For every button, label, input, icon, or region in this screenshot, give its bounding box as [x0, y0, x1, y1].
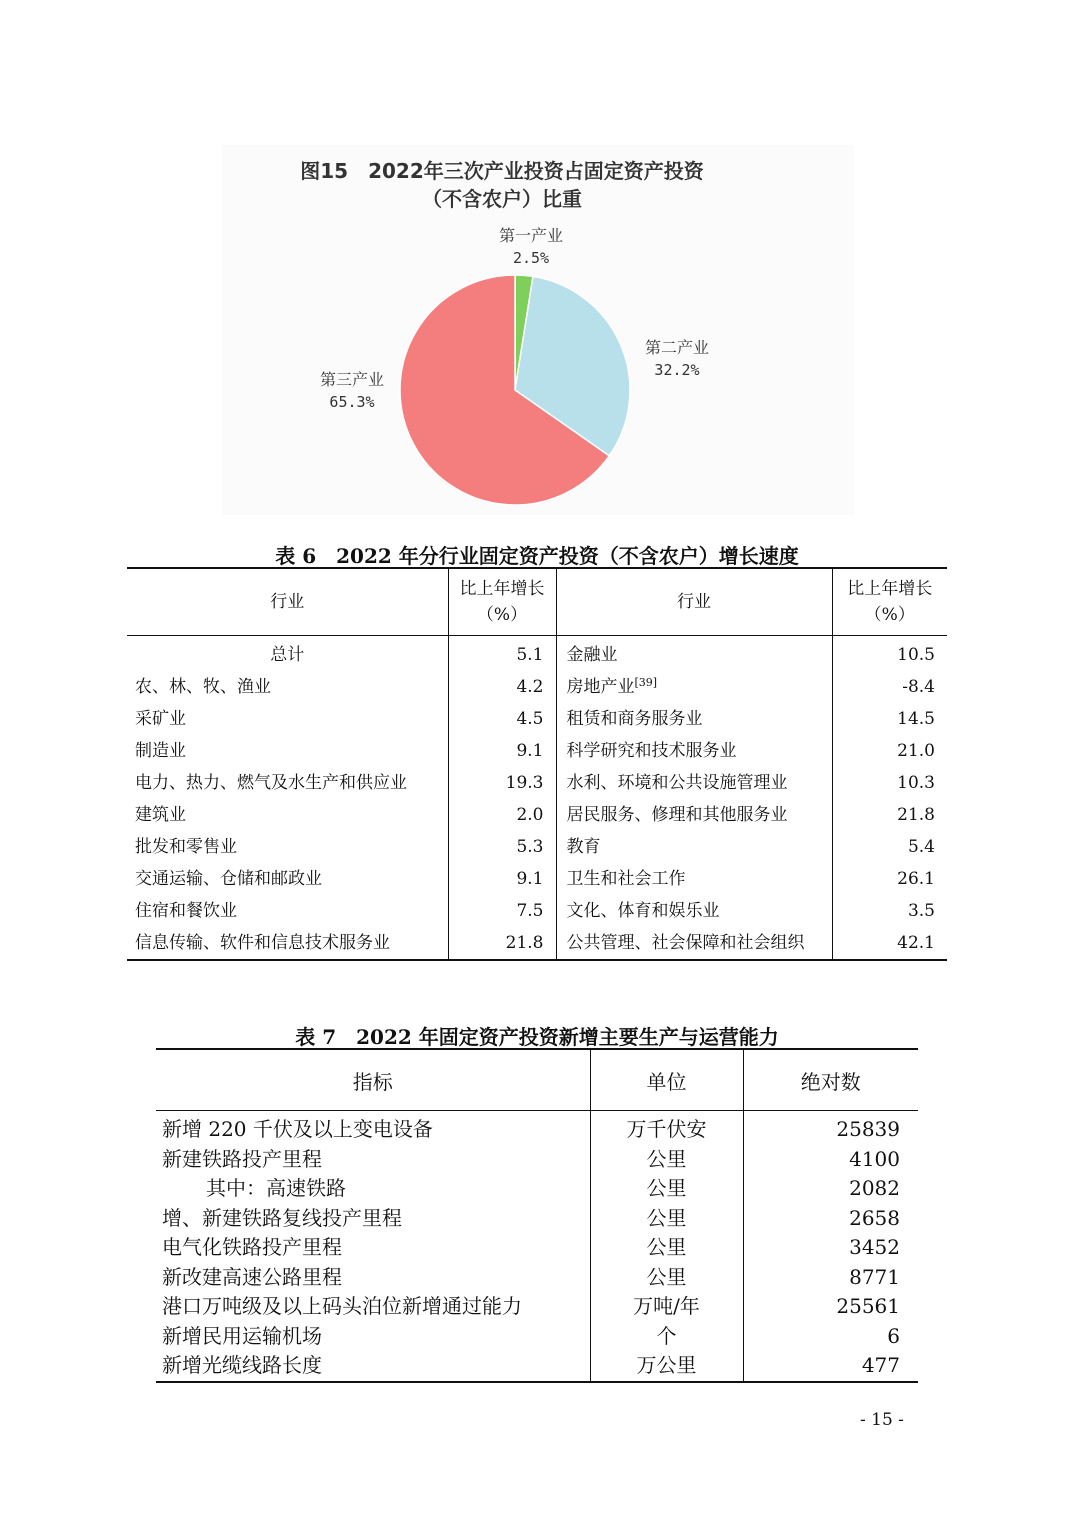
pie-chart [222, 145, 854, 515]
table-7-caption: 表 7 2022 年固定资产投资新增主要生产与运营能力 [295, 1025, 779, 1049]
pie-label-tertiary-pct: 65.3% [329, 393, 375, 411]
table-row [156, 1174, 918, 1204]
industry-name: 总计 [270, 645, 305, 665]
table-row [156, 1351, 918, 1382]
industry-name: 批发和零售业 [135, 837, 237, 857]
header-unit: 单位 [590, 1049, 743, 1111]
industry-name: 水利、环境和公共设施管理业 [556, 767, 832, 799]
table-6 [127, 567, 947, 961]
industry-name: 文化、体育和娱乐业 [556, 895, 832, 927]
growth-value: 26.1 [832, 863, 947, 895]
growth-value: 7.5 [448, 895, 556, 927]
indicator-value: 3452 [743, 1233, 918, 1263]
growth-value: 9.1 [448, 735, 556, 767]
indicator-value: 477 [743, 1351, 918, 1382]
table-row [156, 1111, 918, 1145]
table-7-header-row [156, 1049, 918, 1111]
growth-value: 21.8 [832, 799, 947, 831]
header-growth-right-line2: （%） [864, 605, 915, 625]
header-growth-right-line1: 比上年增长 [847, 579, 933, 599]
table-6-caption: 表 6 2022 年分行业固定资产投资（不含农户）增长速度 [275, 544, 799, 568]
indicator-value: 2658 [743, 1204, 918, 1234]
growth-value: 5.1 [448, 636, 556, 672]
indicator-name: 新增 220 千伏及以上变电设备 [162, 1117, 433, 1142]
growth-value: 14.5 [832, 703, 947, 735]
growth-value: 21.8 [448, 927, 556, 960]
indicator-unit: 公里 [590, 1233, 743, 1263]
pie-label-secondary-name: 第二产业 [644, 338, 709, 357]
table-row [127, 927, 947, 960]
industry-name: 金融业 [556, 636, 832, 672]
growth-value: 42.1 [832, 927, 947, 960]
table-row [156, 1263, 918, 1293]
table-row [127, 895, 947, 927]
industry-name: 公共管理、社会保障和社会组织 [556, 927, 832, 960]
table-row [127, 799, 947, 831]
pie-label-primary [486, 225, 576, 269]
table-row [156, 1322, 918, 1352]
table-row [127, 831, 947, 863]
growth-value: -8.4 [832, 671, 947, 703]
table-row [127, 671, 947, 703]
industry-name-with-note [556, 671, 832, 703]
growth-value: 4.2 [448, 671, 556, 703]
indicator-value: 4100 [743, 1145, 918, 1175]
industry-name: 住宿和餐饮业 [135, 901, 237, 921]
growth-value: 19.3 [448, 767, 556, 799]
growth-value: 5.4 [832, 831, 947, 863]
header-growth-left-line1: 比上年增长 [459, 579, 545, 599]
growth-value: 21.0 [832, 735, 947, 767]
indicator-unit: 公里 [590, 1145, 743, 1175]
industry-name: 科学研究和技术服务业 [556, 735, 832, 767]
indicator-unit: 公里 [590, 1263, 743, 1293]
header-indicator: 指标 [156, 1049, 590, 1111]
indicator-unit: 万千伏安 [590, 1111, 743, 1145]
industry-name: 电力、热力、燃气及水生产和供应业 [135, 773, 407, 793]
industry-name: 交通运输、仓储和邮政业 [135, 869, 322, 889]
table-row [156, 1292, 918, 1322]
indicator-name: 电气化铁路投产里程 [162, 1235, 342, 1260]
industry-name: 采矿业 [135, 709, 186, 729]
header-growth-left-line2: （%） [476, 605, 528, 625]
header-growth-left [448, 568, 556, 636]
figure-title-line-1: 图15 2022年三次产业投资占固定资产投资 [300, 159, 704, 183]
indicator-name: 新增民用运输机场 [162, 1323, 322, 1348]
industry-name: 租赁和商务服务业 [556, 703, 832, 735]
pie-label-secondary-pct: 32.2% [654, 361, 700, 379]
growth-value: 10.3 [832, 767, 947, 799]
industry-name: 信息传输、软件和信息技术服务业 [135, 933, 390, 953]
indicator-value: 6 [743, 1322, 918, 1352]
indicator-name: 其中：高速铁路 [206, 1176, 346, 1201]
table-row [127, 767, 947, 799]
industry-name: 卫生和社会工作 [556, 863, 832, 895]
pie-label-tertiary-name: 第三产业 [319, 370, 384, 389]
indicator-unit: 公里 [590, 1204, 743, 1234]
growth-value: 10.5 [832, 636, 947, 672]
pie-label-secondary [632, 337, 722, 381]
pie-label-primary-pct: 2.5% [512, 249, 550, 267]
industry-name: 农、林、牧、渔业 [135, 677, 271, 697]
indicator-name: 新改建高速公路里程 [162, 1264, 342, 1289]
page-number: - 15 - [860, 1410, 904, 1430]
indicator-unit: 万吨/年 [590, 1292, 743, 1322]
indicator-value: 2082 [743, 1174, 918, 1204]
table-7 [156, 1048, 918, 1383]
indicator-name: 增、新建铁路复线投产里程 [162, 1205, 402, 1230]
header-industry-right: 行业 [556, 568, 832, 636]
pie-label-primary-name: 第一产业 [498, 226, 563, 245]
indicator-value: 25839 [743, 1111, 918, 1145]
indicator-name: 港口万吨级及以上码头泊位新增通过能力 [162, 1294, 522, 1319]
header-industry-left: 行业 [127, 568, 448, 636]
table-row [127, 636, 947, 672]
industry-name: 教育 [556, 831, 832, 863]
table-row [156, 1233, 918, 1263]
indicator-unit: 公里 [590, 1174, 743, 1204]
industry-name: 建筑业 [135, 805, 186, 825]
indicator-name: 新建铁路投产里程 [162, 1146, 322, 1171]
growth-value: 4.5 [448, 703, 556, 735]
industry-name: 居民服务、修理和其他服务业 [556, 799, 832, 831]
footnote-marker[interactable]: [39] [634, 676, 658, 689]
figure-15 [222, 145, 854, 515]
table-row [127, 703, 947, 735]
pie-label-tertiary [307, 369, 397, 413]
indicator-unit: 万公里 [590, 1351, 743, 1382]
growth-value: 9.1 [448, 863, 556, 895]
growth-value: 2.0 [448, 799, 556, 831]
figure-title-line-2: （不含农户）比重 [422, 187, 582, 211]
growth-value: 5.3 [448, 831, 556, 863]
table-row [127, 735, 947, 767]
indicator-value: 8771 [743, 1263, 918, 1293]
header-absolute: 绝对数 [743, 1049, 918, 1111]
table-row [156, 1145, 918, 1175]
indicator-unit: 个 [590, 1322, 743, 1352]
header-growth-right [832, 568, 947, 636]
table-6-header-row [127, 568, 947, 636]
indicator-name: 新增光缆线路长度 [162, 1353, 322, 1378]
industry-name: 制造业 [135, 741, 186, 761]
indicator-value: 25561 [743, 1292, 918, 1322]
growth-value: 3.5 [832, 895, 947, 927]
industry-name: 房地产业 [566, 677, 635, 697]
table-row [127, 863, 947, 895]
table-row [156, 1204, 918, 1234]
